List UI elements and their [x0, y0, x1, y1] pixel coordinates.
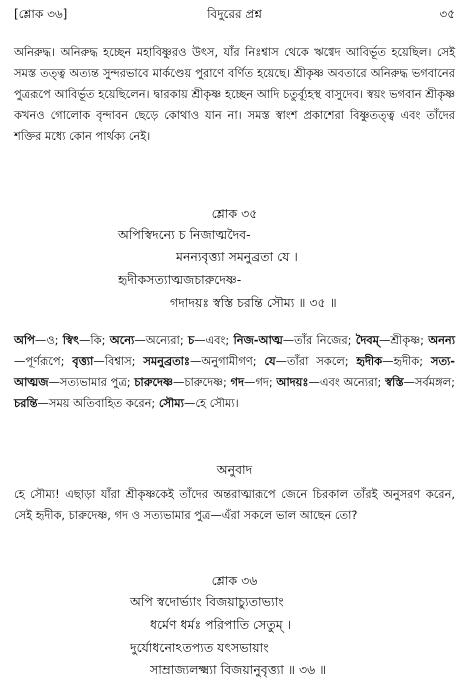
- synonym-meaning: —পূর্ণরূপে;: [14, 354, 73, 368]
- synonym-meaning: —কি;: [79, 333, 110, 347]
- synonym-meaning: —বিশ্বাস;: [93, 354, 144, 368]
- synonym-meaning: —সর্বমঙ্গল;: [403, 375, 455, 389]
- verse-36-line-3: দুর্যোধনোঽতপ্যত যৎসভায়াং: [130, 640, 269, 655]
- synonym-meaning: —চারুদেষ্ণ;: [172, 375, 231, 389]
- synonym-meaning: —এবং অন্যেরা;: [308, 375, 386, 389]
- verse-36-line-1: অপি স্বদোর্ভ্যাং বিজয়াচ্যুতাভ্যাং: [130, 594, 284, 609]
- verse-36-heading: শ্লোক ৩৬: [211, 573, 258, 588]
- synonym-meaning: —শ্রীকৃষ্ণ;: [379, 333, 429, 347]
- synonym-meaning: —ও;: [34, 333, 63, 347]
- synonym-term: নিজ-আত্ম: [233, 333, 283, 347]
- page-header: [14, 6, 455, 24]
- synonym-term: সৌম্য: [158, 396, 184, 410]
- synonym-term: সত্য-আত্মজ: [14, 354, 456, 389]
- synonym-meaning: —এবং;: [194, 333, 234, 347]
- translation-text: হে সৌম্য! এছাড়া যাঁরা শ্রীকৃষ্ণকেই তাঁদের অন্তরাত্মারূপে জেনে চিরকাল তাঁরই অনুসরণ করেন, সেই হৃদীক, চারুদেষ্ণ, গদ ও সত্যভামার পুত্র—এঁরা সকলে ভাল আছেন তো?: [14, 487, 455, 522]
- verse-35-line-1: অপিস্বিদন্যে চ নিজাত্মদৈব-: [118, 227, 251, 242]
- synonym-term: স্বস্তি: [385, 375, 404, 389]
- synonym-meaning: —তাঁর নিজের;: [282, 333, 356, 347]
- translation-heading: অনুবাদ: [216, 462, 253, 477]
- header-chapter-title: বিদুরের প্রশ্ন: [207, 7, 262, 21]
- synonym-meaning: —অনুগামীগণ;: [190, 354, 265, 368]
- verse-35-line-3: হৃদীকসত্যাত্মজচারুদেষ্ণ-: [118, 272, 242, 287]
- synonym-meaning: —গদ;: [243, 375, 277, 389]
- synonym-term: আদয়ঃ: [276, 375, 309, 389]
- synonym-meaning: —হৃদীক;: [382, 354, 431, 368]
- synonym-term: দৈবম্: [355, 333, 380, 347]
- header-verse-ref: [শ্লোক ৩৬]: [14, 7, 68, 21]
- synonym-term: যে: [264, 354, 276, 368]
- verse-36-line-4: সাম্রাজ্যলক্ষ্ম্যা বিজয়ানুবৃত্ত্যা ॥ ৩৬ ॥: [150, 662, 327, 677]
- synonym-term: অনন্য: [428, 333, 456, 347]
- verse-35-line-2: মনন্যবৃত্ত্যা সমনুব্রতা যে ।: [176, 249, 298, 264]
- synonym-term: গদ: [230, 375, 244, 389]
- synonym-term: স্বিৎ: [62, 333, 80, 347]
- synonym-term: বৃত্ত্যা: [72, 354, 94, 368]
- synonym-term: হৃদীক: [356, 354, 383, 368]
- synonym-term: অন্যে: [109, 333, 135, 347]
- synonym-term: অপি: [14, 333, 35, 347]
- verse-35-synonyms: [14, 330, 455, 414]
- synonym-term: চ: [187, 333, 195, 347]
- synonym-meaning: —তাঁরা সকলে;: [275, 354, 357, 368]
- verse-35-heading: শ্লোক ৩৫: [211, 206, 258, 221]
- synonym-meaning: —সময় অতিবাহিত করেন;: [37, 396, 159, 410]
- verse-36-line-2: ধর্মেণ ধর্মঃ পরিপাতি সেতুম্ ।: [150, 617, 292, 632]
- synonym-term: চরন্তি: [14, 396, 38, 410]
- verse-35-line-4: গদাদয়ঃ স্বস্তি চরন্তি সৌম্য ॥ ৩৫ ॥: [170, 295, 337, 310]
- purport-paragraph: অনিরুদ্ধ। অনিরুদ্ধ হচ্ছেন মহাবিষ্ণুরও উৎস, যাঁর নিঃশ্বাস থেকে ঋগ্বেদ আবির্ভূত হয়েছিল। সেই সমস্ত তত্ত্ব অত্যন্ত সুন্দরভাবে মার্কণ্ডেয় পুরাণে বর্ণিত হয়েছে। শ্রীকৃষ্ণ অবতারে অনিরুদ্ধ ভগবানের পুত্ররূপে আবির্ভূত হয়েছিলেন। দ্বারকায় শ্রীকৃষ্ণ হচ্ছেন আদি চতুর্ব্যূহস্থ বাসুদেব। স্বয়ং ভগবান শ্রীকৃষ্ণ কখনও গোলোক বৃন্দাবন ছেড়ে কোথাও যান না। সমস্ত স্বাংশ প্রকাশেরা বিষ্ণুতত্ত্ব এবং তাঁদের শক্তির মধ্যে কোন পার্থক্য নেই।: [14, 45, 455, 143]
- synonym-term: চারুদেষ্ণ: [134, 375, 173, 389]
- synonym-meaning: —সত্যভামার পুত্র;: [48, 375, 135, 389]
- synonym-meaning: —হে সৌম্য।: [183, 396, 239, 410]
- header-page-number: ৩৫: [439, 7, 455, 21]
- synonym-meaning: —অন্যেরা;: [134, 333, 188, 347]
- synonym-term: সমনুব্রতাঃ: [143, 354, 191, 368]
